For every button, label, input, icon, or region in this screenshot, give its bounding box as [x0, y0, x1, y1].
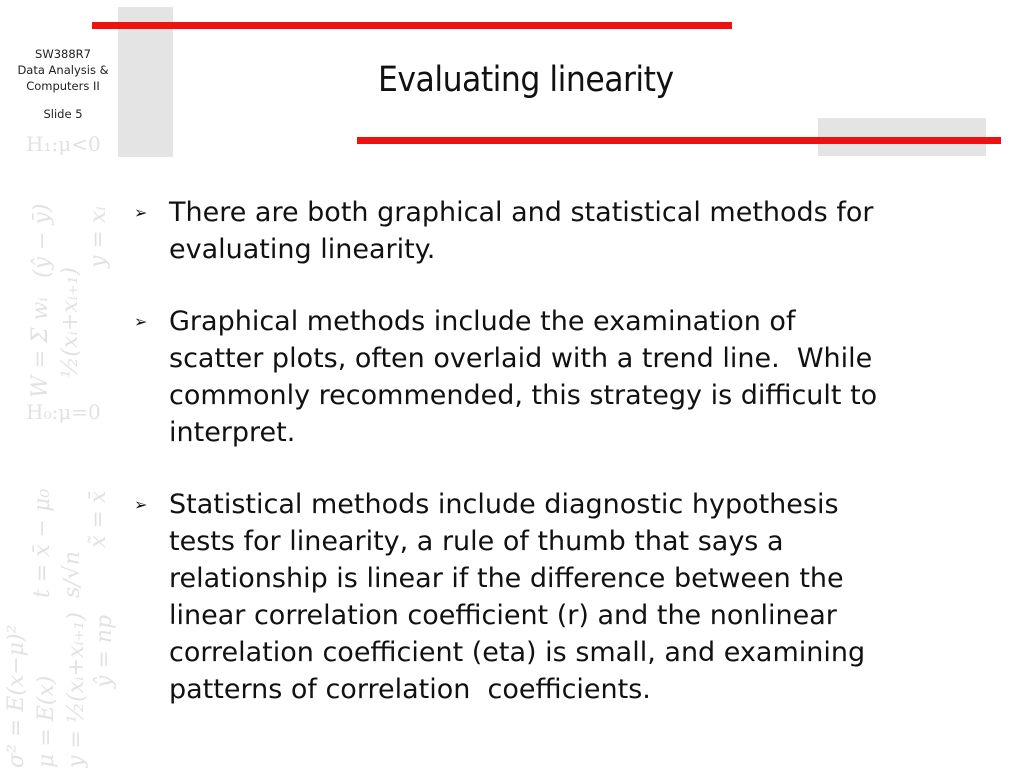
bullet-line: relationship is linear if the difference between the [169, 563, 844, 594]
bullet-line: commonly recommended, this strategy is difficult to [169, 380, 878, 411]
bullet-text [169, 486, 1010, 708]
decorative-formula: x̃ = x̄ [86, 490, 111, 548]
bullet-line: scatter plots, often overlaid with a trend line. While [169, 343, 873, 374]
grey-accent-block-left [118, 7, 173, 157]
bullet-text [169, 194, 1010, 268]
red-rule-top [92, 22, 732, 29]
decorative-formula-background [0, 128, 118, 768]
slide-title: Evaluating linearity [378, 60, 674, 100]
decorative-formula: t = x̄ − μ₀ [30, 488, 55, 598]
decorative-formula: H₁:μ<0 [26, 132, 101, 156]
decorative-formula: W = Σ wᵢ [28, 297, 53, 398]
decorative-formula: y = ½(xᵢ+xᵢ₊₁) [64, 612, 89, 768]
course-name-line2: Computers II [26, 79, 100, 93]
decorative-formula: μ = E(x) [34, 675, 59, 768]
arrow-bullet-icon: ➢ [134, 203, 148, 222]
course-name-line1: Data Analysis & [17, 63, 109, 77]
arrow-bullet-icon: ➢ [134, 495, 148, 514]
course-code: SW388R7 [35, 47, 91, 61]
decorative-formula: H₀:μ=0 [26, 400, 101, 424]
course-info [8, 46, 118, 122]
decorative-formula: (ŷ − ȳ) [30, 203, 55, 278]
bullet-line: Graphical methods include the examination of [169, 306, 796, 337]
bullet-line: evaluating linearity. [169, 234, 436, 265]
bullet-line: linear correlation coefficient (r) and the nonlinear [169, 600, 837, 631]
decorative-formula: s/√n [60, 551, 85, 598]
bullet-item [130, 194, 1010, 268]
arrow-bullet-icon: ➢ [134, 312, 148, 331]
decorative-formula: σ² = E(x−μ)² [4, 624, 29, 768]
decorative-formula: y = xᵢ [86, 206, 111, 268]
bullet-item [130, 486, 1010, 708]
decorative-formula: ½(xᵢ+xᵢ₊₁) [58, 266, 83, 378]
slide-number: Slide 5 [43, 107, 83, 121]
bullet-list [130, 194, 1010, 743]
bullet-line: patterns of correlation coefficients. [169, 674, 651, 705]
bullet-line: correlation coefficient (eta) is small, and examining [169, 637, 866, 668]
red-rule-bottom [357, 137, 1001, 144]
bullet-line: Statistical methods include diagnostic hypothesis [169, 489, 839, 520]
decorative-formula: ŷ = np [92, 614, 117, 688]
bullet-text [169, 303, 1010, 451]
bullet-item [130, 303, 1010, 451]
bullet-line: tests for linearity, a rule of thumb that says a [169, 526, 784, 557]
bullet-line: interpret. [169, 417, 296, 448]
bullet-line: There are both graphical and statistical methods for [169, 197, 874, 228]
